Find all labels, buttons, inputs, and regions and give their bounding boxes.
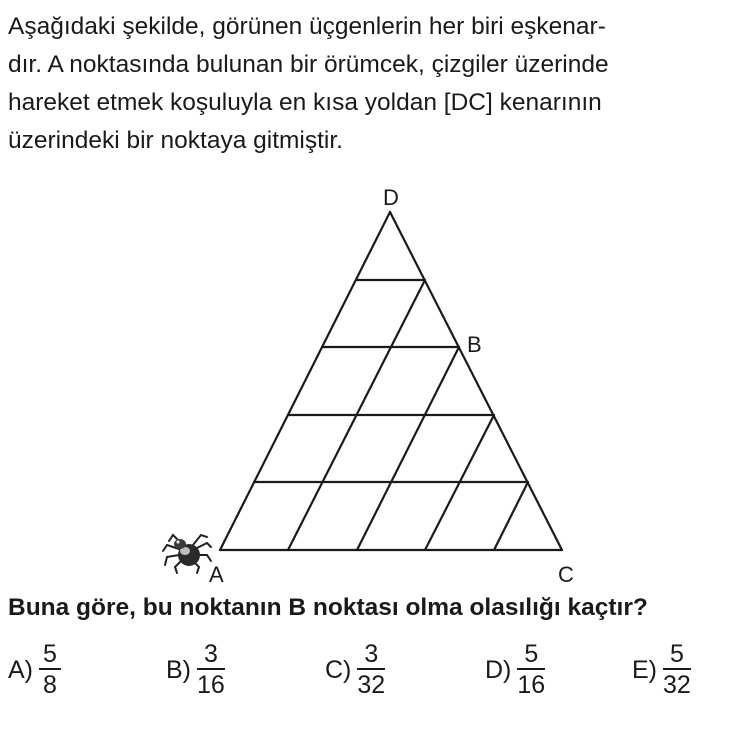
vertex-label-d: D xyxy=(383,185,399,210)
choice-b[interactable] xyxy=(166,640,225,700)
choice-a[interactable] xyxy=(8,640,61,700)
grid-line-s4 xyxy=(494,482,528,550)
fraction xyxy=(517,640,545,700)
question-text: Buna göre, bu noktanın B noktası olma olasılığı kaçtır? xyxy=(8,594,648,621)
choice-letter: A) xyxy=(8,655,33,684)
denominator: 32 xyxy=(663,671,691,699)
numerator: 5 xyxy=(524,640,539,668)
choice-letter: B) xyxy=(166,655,191,684)
problem-line-4: üzerindeki bir noktaya gitmiştir. xyxy=(8,127,343,154)
edge-dc xyxy=(390,212,562,550)
answer-choices xyxy=(0,640,756,710)
fraction xyxy=(357,640,385,700)
spider-icon xyxy=(163,535,211,573)
numerator: 5 xyxy=(43,640,57,668)
choice-letter: E) xyxy=(632,655,657,684)
numerator: 3 xyxy=(203,640,218,668)
vertex-label-a: A xyxy=(209,562,224,587)
choice-d[interactable] xyxy=(485,640,545,700)
numerator: 5 xyxy=(669,640,684,668)
choice-c[interactable] xyxy=(325,640,385,700)
grid-line-s2 xyxy=(357,347,459,550)
fraction xyxy=(197,640,225,700)
numerator: 3 xyxy=(364,640,379,668)
fraction xyxy=(39,640,61,700)
vertex-label-c: C xyxy=(558,562,574,587)
fraction xyxy=(663,640,691,700)
denominator: 32 xyxy=(357,671,386,699)
vertex-label-b: B xyxy=(467,332,482,357)
denominator: 16 xyxy=(517,671,546,699)
problem-line-3: hareket etmek koşuluyla en kısa yoldan [DC] kenarının xyxy=(8,89,602,116)
choice-letter: D) xyxy=(485,655,512,684)
choice-letter: C) xyxy=(325,655,352,684)
denominator: 16 xyxy=(197,671,225,699)
problem-line-2: dır. A noktasında bulunan bir örümcek, çizgiler üzerinde xyxy=(8,51,609,78)
problem-line-1: Aşağıdaki şekilde, görünen üçgenlerin her biri eşkenar- xyxy=(8,13,606,40)
choice-e[interactable] xyxy=(632,640,691,700)
edge-ad xyxy=(220,212,390,550)
denominator: 8 xyxy=(43,671,57,699)
